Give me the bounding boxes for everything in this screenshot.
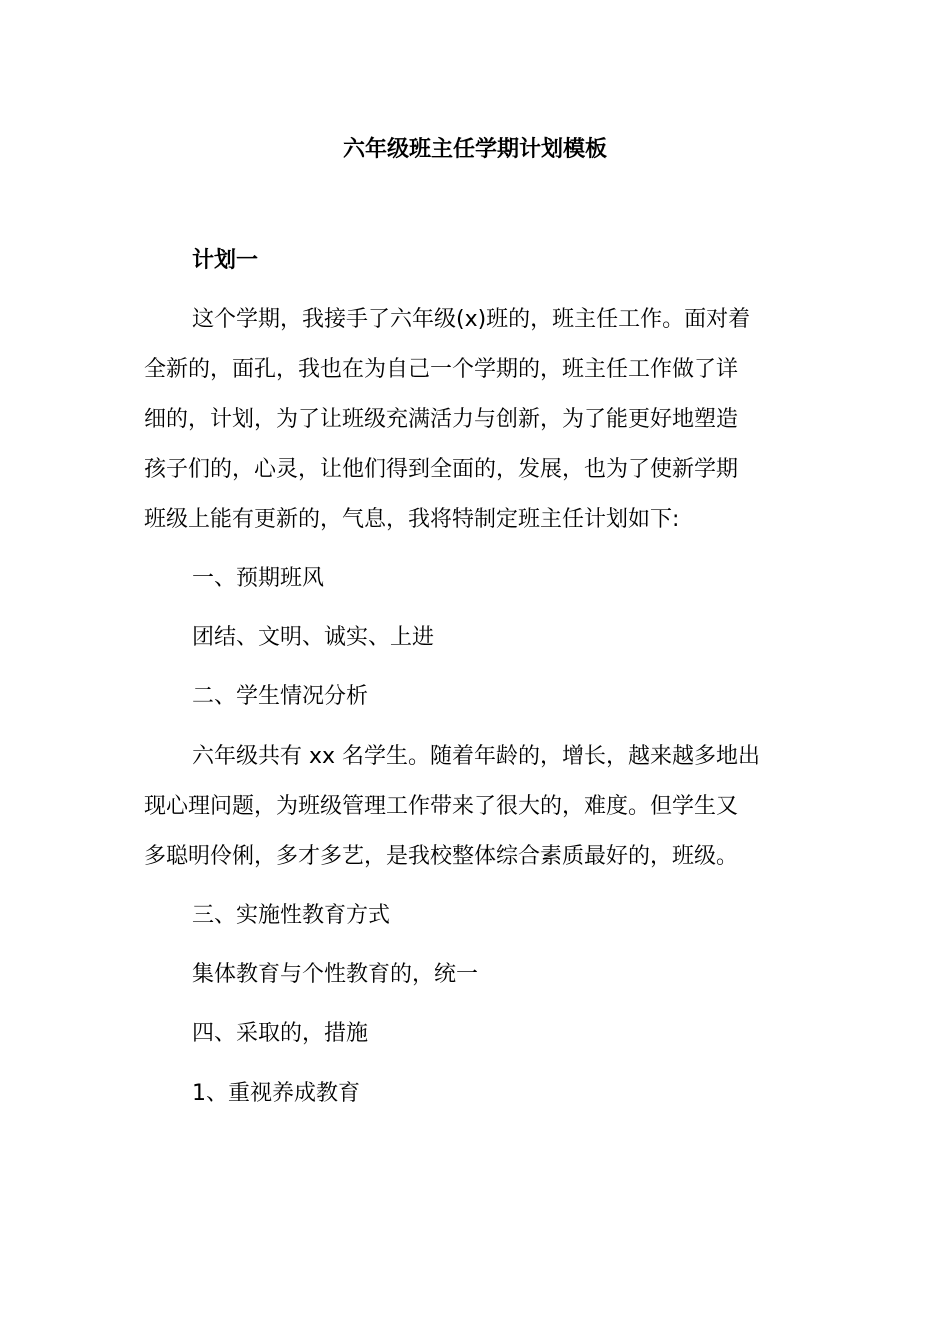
intro-paragraph-line: 这个学期，我接手了六年级(x)班的，班主任工作。面对着 [192, 307, 751, 332]
intro-paragraph-line: 班级上能有更新的，气息，我将特制定班主任计划如下: [144, 507, 680, 532]
section-heading: 计划一 [192, 248, 259, 273]
item2-paragraph-line: 现心理问题，为班级管理工作带来了很大的，难度。但学生又 [144, 794, 739, 819]
item3-body: 集体教育与个性教育的，统一 [192, 962, 479, 987]
item3-heading: 三、实施性教育方式 [192, 903, 391, 928]
intro-paragraph-line: 孩子们的，心灵，让他们得到全面的，发展，也为了使新学期 [144, 457, 739, 482]
item2-paragraph-line: 六年级共有 xx 名学生。随着年龄的，增长，越来越多地出 [192, 744, 761, 769]
intro-paragraph-line: 全新的，面孔，我也在为自己一个学期的，班主任工作做了详 [144, 357, 739, 382]
item4-heading: 四、采取的，措施 [192, 1021, 369, 1046]
intro-paragraph-line: 细的，计划，为了让班级充满活力与创新，为了能更好地塑造 [144, 407, 739, 432]
item1-body: 团结、文明、诚实、上进 [192, 625, 435, 650]
item2-paragraph-line: 多聪明伶俐，多才多艺，是我校整体综合素质最好的，班级。 [144, 844, 739, 869]
item4-subitem: 1、重视养成教育 [192, 1081, 360, 1106]
document-title: 六年级班主任学期计划模板 [342, 137, 607, 162]
item2-heading: 二、学生情况分析 [192, 684, 369, 709]
item1-heading: 一、预期班风 [192, 566, 325, 591]
